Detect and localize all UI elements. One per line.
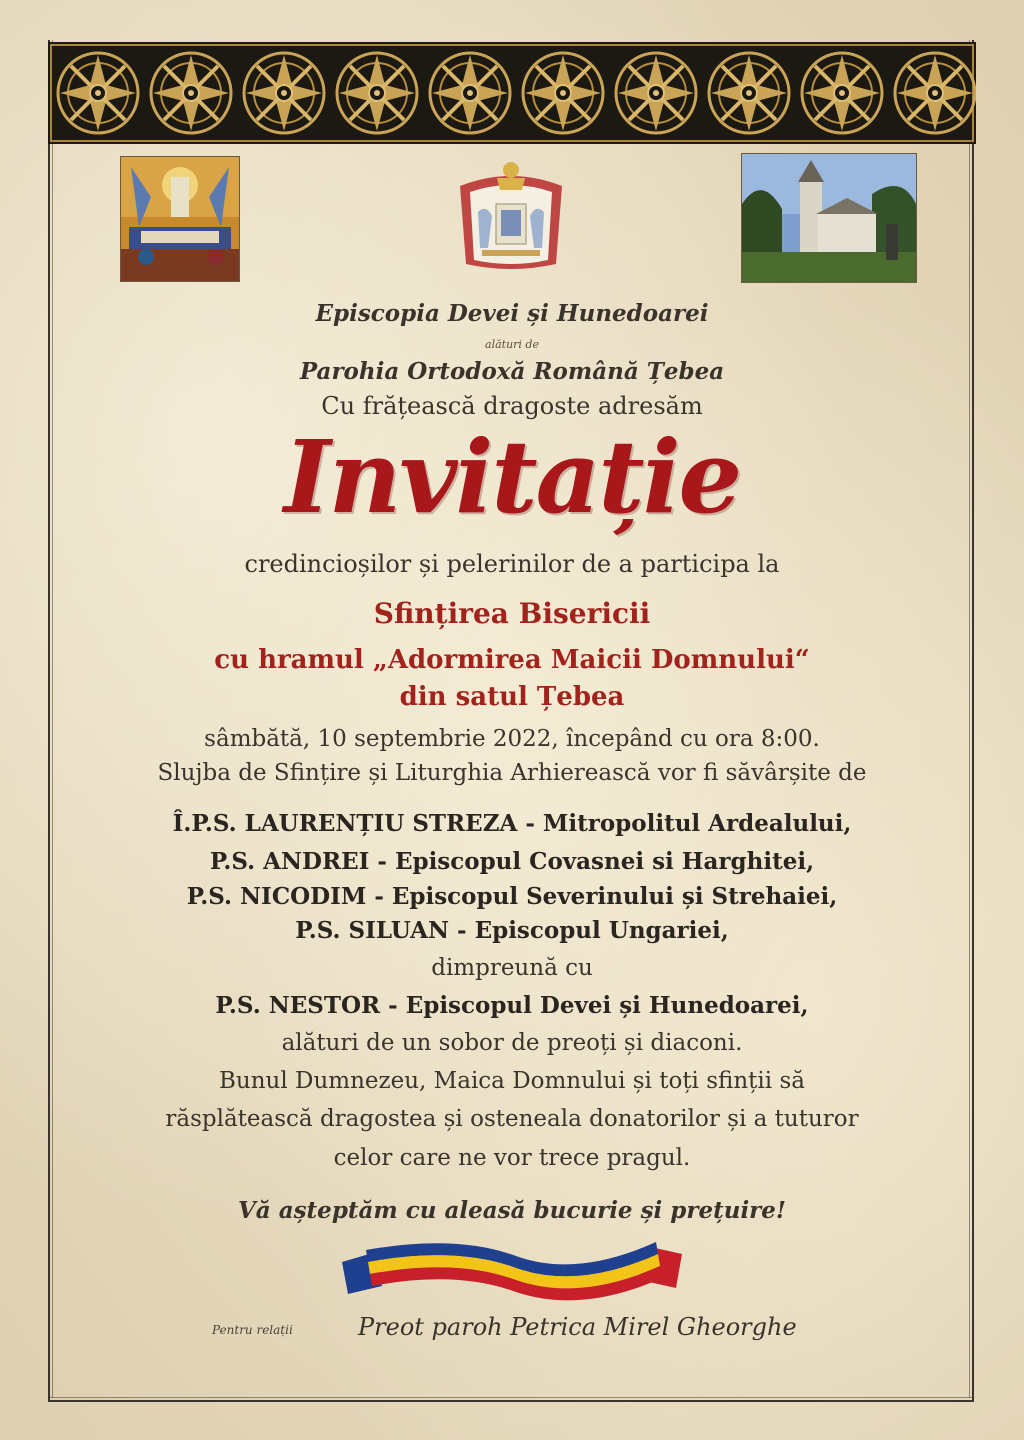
ornamental-banner: [48, 42, 976, 144]
event-title: Sfințirea Bisericii: [373, 597, 651, 630]
organizer-name: Episcopia Devei și Hunedoarei: [315, 300, 709, 327]
church-photo: [741, 153, 917, 283]
blessing-line: răsplătească dragostea și osteneala donatorilor și a tuturor: [165, 1106, 859, 1132]
contact-label: Pentru relații: [212, 1323, 293, 1337]
episcopal-crest: [452, 156, 570, 276]
event-patron: cu hramul „Adormirea Maicii Domnului“: [214, 645, 810, 675]
blessing-line: Bunul Dumnezeu, Maica Domnului și toți sfinții să: [219, 1068, 805, 1094]
dormition-icon-image: [120, 156, 240, 282]
audience-text: credincioșilor și pelerinilor de a participa la: [244, 550, 780, 578]
hierarch-line: P.S. ANDREI - Episcopul Covasnei si Harghitei,: [209, 848, 815, 875]
connector-text: alături de: [485, 338, 539, 351]
service-line: Slujba de Sfințire și Liturghia Arhierească vor fi săvârșite de: [157, 760, 867, 786]
contact-name: Preot paroh Petrica Mirel Gheorghe: [358, 1313, 797, 1341]
parish-name: Parohia Ortodoxă Română Țebea: [299, 358, 725, 385]
closing-line: Vă așteptăm cu aleasă bucurie și prețuire!: [237, 1197, 787, 1224]
event-village: din satul Țebea: [399, 682, 625, 712]
together-with-text: dimpreună cu: [431, 955, 593, 981]
host-hierarch-line: P.S. NESTOR - Episcopul Devei și Hunedoarei,: [215, 992, 809, 1019]
romanian-flag-ribbon: [336, 1232, 688, 1312]
blessing-line: celor care ne vor trece pragul.: [333, 1145, 691, 1171]
date-line: sâmbătă, 10 septembrie 2022, începând cu ora 8:00.: [204, 726, 820, 752]
hierarch-line: P.S. NICODIM - Episcopul Severinului și Strehaiei,: [186, 883, 838, 910]
clergy-line: alături de un sobor de preoți și diaconi.: [281, 1030, 743, 1056]
greeting-text: Cu frățească dragoste adresăm: [321, 392, 703, 420]
invitation-title: Invitație: [283, 418, 741, 536]
hierarch-line: P.S. SILUAN - Episcopul Ungariei,: [295, 917, 729, 944]
hierarch-line: Î.P.S. LAURENȚIU STREZA - Mitropolitul Ardealului,: [172, 810, 852, 837]
